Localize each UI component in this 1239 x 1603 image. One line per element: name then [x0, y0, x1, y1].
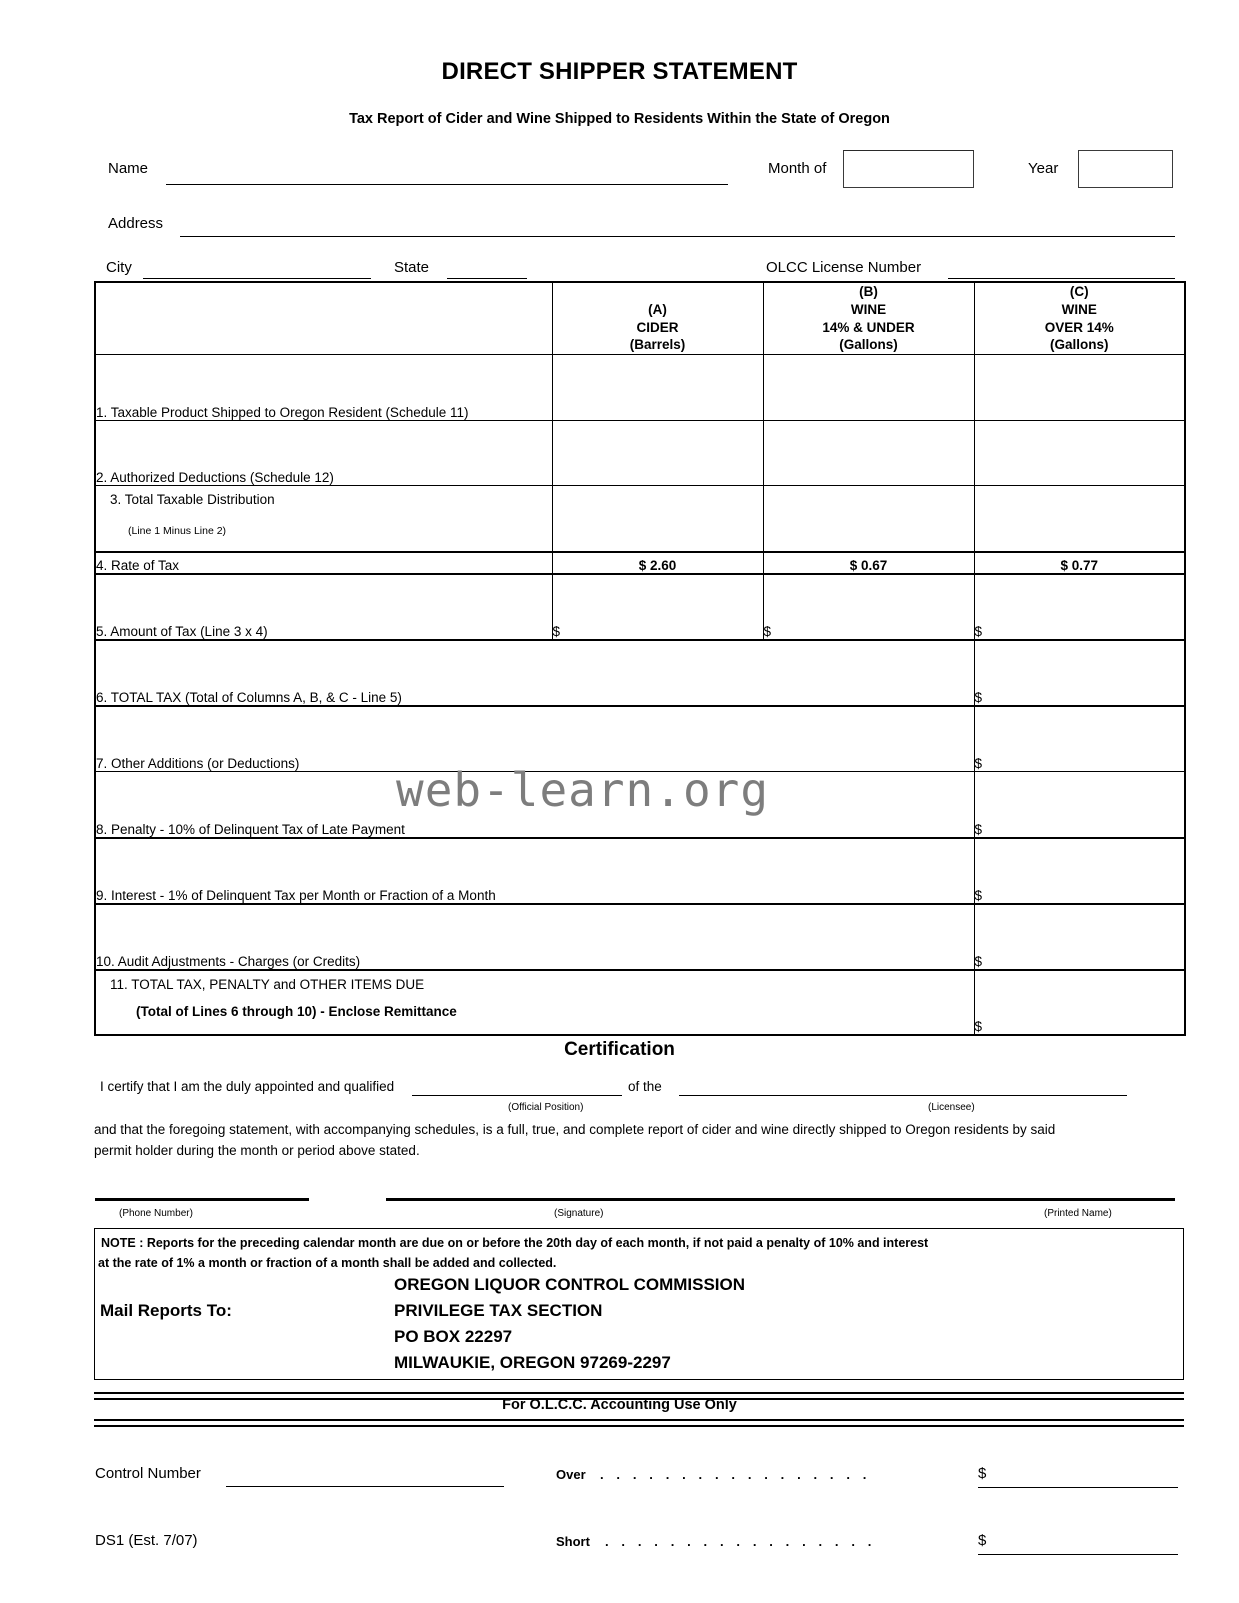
mail-address-line-4: MILWAUKIE, OREGON 97269-2297 — [394, 1353, 671, 1372]
name-label: Name — [108, 160, 149, 177]
official-position-input[interactable] — [412, 1095, 622, 1096]
row-6-label: 6. TOTAL TAX (Total of Columns A, B, & C - Line 5) — [95, 640, 974, 706]
tax-table — [94, 281, 1186, 1036]
column-c-unit: (Gallons) — [1049, 337, 1109, 353]
column-header-b — [763, 282, 974, 355]
address-input[interactable] — [180, 236, 1175, 237]
column-header-c — [974, 282, 1185, 355]
row-5-label: 5. Amount of Tax (Line 3 x 4) — [95, 574, 552, 640]
column-c-name: WINE — [1061, 301, 1097, 317]
table-header-row — [95, 282, 1185, 355]
month-input[interactable] — [843, 150, 974, 188]
column-b-line2: 14% & UNDER — [822, 319, 915, 335]
row-4-cell-b: $ 0.67 — [763, 552, 974, 574]
phone-number-caption: (Phone Number) — [119, 1208, 193, 1219]
row-2-label: 2. Authorized Deductions (Schedule 12) — [95, 421, 552, 486]
row-7-label: 7. Other Additions (or Deductions) — [95, 706, 974, 772]
column-c-letter: (C) — [1069, 284, 1089, 299]
row-3-label: 3. Total Taxable Distribution — [110, 492, 275, 508]
column-a-name: CIDER — [636, 319, 679, 335]
row-8-cell-c[interactable]: $ — [974, 772, 1185, 838]
name-input[interactable] — [166, 184, 728, 185]
short-dollar-sign: $ — [978, 1532, 987, 1549]
table-row — [95, 355, 1185, 421]
column-a-unit: (Barrels) — [629, 337, 686, 353]
row-1-cell-b[interactable] — [763, 355, 974, 421]
month-label: Month of — [768, 160, 827, 177]
address-label: Address — [108, 215, 164, 232]
row-6-cell-c[interactable]: $ — [974, 640, 1185, 706]
state-input[interactable] — [447, 278, 527, 279]
olcc-use-title: For O.L.C.C. Accounting Use Only — [502, 1397, 737, 1413]
row-2-cell-c[interactable] — [974, 421, 1185, 486]
short-dot-leader: . . . . . . . . . . . . . . . . . — [605, 1534, 876, 1549]
printed-name-caption: (Printed Name) — [1044, 1208, 1112, 1219]
row-9-label: 9. Interest - 1% of Delinquent Tax per Month or Fraction of a Month — [95, 838, 974, 904]
certification-of-the: of the — [628, 1079, 662, 1094]
over-label: Over — [556, 1467, 586, 1482]
row-4-label: 4. Rate of Tax — [95, 552, 552, 574]
table-row — [95, 486, 1185, 552]
row-2-cell-a[interactable] — [552, 421, 763, 486]
row-3-cell-a[interactable] — [552, 486, 763, 552]
table-row — [95, 838, 1185, 904]
row-9-cell-c[interactable]: $ — [974, 838, 1185, 904]
header-blank-cell — [95, 282, 552, 355]
row-10-label: 10. Audit Adjustments - Charges (or Credits) — [95, 904, 974, 970]
olcc-divider-bottom-2 — [94, 1425, 1184, 1427]
olcc-license-label: OLCC License Number — [766, 259, 922, 276]
table-row — [95, 640, 1185, 706]
table-row — [95, 552, 1185, 574]
licensee-caption: (Licensee) — [928, 1102, 975, 1113]
row-5-cell-b[interactable]: $ — [763, 574, 974, 640]
column-a-letter: (A) — [648, 301, 667, 317]
page-subtitle: Tax Report of Cider and Wine Shipped to Residents Within the State of Oregon — [349, 111, 890, 127]
row-11-label: 11. TOTAL TAX, PENALTY and OTHER ITEMS DUE — [110, 976, 425, 992]
row-3-label-cell — [95, 486, 552, 552]
control-number-input[interactable] — [226, 1486, 504, 1487]
certification-line-2: and that the foregoing statement, with accompanying schedules, is a full, true, and complete report of cider and wine directly shipped to Oregon residents by said — [94, 1122, 1056, 1137]
mail-address-line-3: PO BOX 22297 — [394, 1327, 513, 1346]
mail-reports-to-label: Mail Reports To: — [100, 1301, 232, 1320]
watermark: web-learn.org — [396, 763, 770, 817]
row-2-cell-b[interactable] — [763, 421, 974, 486]
row-5-cell-c[interactable]: $ — [974, 574, 1185, 640]
form-id-label: DS1 (Est. 7/07) — [95, 1532, 198, 1549]
column-c-line2: OVER 14% — [1044, 319, 1114, 335]
row-4-cell-a: $ 2.60 — [552, 552, 763, 574]
city-label: City — [106, 259, 132, 276]
official-position-caption: (Official Position) — [508, 1102, 584, 1113]
row-4-cell-c: $ 0.77 — [974, 552, 1185, 574]
row-10-cell-c[interactable]: $ — [974, 904, 1185, 970]
row-11-label-cell — [95, 970, 974, 1035]
table-row — [95, 970, 1185, 1035]
short-amount-input[interactable] — [978, 1554, 1178, 1555]
short-label: Short — [556, 1534, 590, 1549]
row-1-cell-c[interactable] — [974, 355, 1185, 421]
control-number-label: Control Number — [95, 1465, 201, 1482]
certification-line-1: I certify that I am the duly appointed and qualified — [100, 1079, 395, 1094]
olcc-license-input[interactable] — [948, 278, 1175, 279]
note-line-2: at the rate of 1% a month or fraction of a month shall be added and collected. — [98, 1256, 557, 1270]
column-b-letter: (B) — [859, 284, 878, 299]
state-label: State — [394, 259, 430, 276]
table-row — [95, 904, 1185, 970]
mail-address-line-1: OREGON LIQUOR CONTROL COMMISSION — [394, 1275, 746, 1294]
row-11-sublabel: (Total of Lines 6 through 10) - Enclose Remittance — [136, 1003, 457, 1019]
row-3-sublabel: (Line 1 Minus Line 2) — [128, 525, 227, 538]
city-input[interactable] — [143, 278, 371, 279]
table-row — [95, 772, 1185, 838]
row-1-label: 1. Taxable Product Shipped to Oregon Resident (Schedule 11) — [95, 355, 552, 421]
licensee-input[interactable] — [679, 1095, 1127, 1096]
row-8-label: 8. Penalty - 10% of Delinquent Tax of Late Payment — [95, 772, 974, 838]
table-row — [95, 574, 1185, 640]
column-b-unit: (Gallons) — [839, 337, 898, 353]
column-b-name: WINE — [850, 301, 887, 317]
olcc-divider-bottom-1 — [94, 1419, 1184, 1421]
table-row — [95, 421, 1185, 486]
mail-address-line-2: PRIVILEGE TAX SECTION — [394, 1301, 603, 1320]
certification-line-3: permit holder during the month or period above stated. — [94, 1143, 420, 1158]
note-line-1: NOTE : Reports for the preceding calendar month are due on or before the 20th day of each month, if not paid a penalty of 10% and interest — [101, 1236, 929, 1250]
year-input[interactable] — [1078, 150, 1173, 188]
row-11-cell-c[interactable]: $ — [974, 970, 1185, 1035]
year-label: Year — [1028, 160, 1059, 177]
row-3-cell-c[interactable] — [974, 486, 1185, 552]
olcc-divider-top-1 — [94, 1392, 1184, 1394]
row-1-cell-a[interactable] — [552, 355, 763, 421]
row-3-cell-b[interactable] — [763, 486, 974, 552]
row-7-cell-c[interactable]: $ — [974, 706, 1185, 772]
row-5-cell-a[interactable]: $ — [552, 574, 763, 640]
signature-caption: (Signature) — [554, 1208, 604, 1219]
page-title: DIRECT SHIPPER STATEMENT — [441, 58, 798, 85]
over-dot-leader: . . . . . . . . . . . . . . . . . — [600, 1467, 871, 1482]
column-header-a — [552, 282, 763, 355]
over-dollar-sign: $ — [978, 1465, 987, 1482]
phone-number-input[interactable] — [95, 1198, 309, 1201]
over-amount-input[interactable] — [978, 1487, 1178, 1488]
certification-title: Certification — [564, 1039, 675, 1060]
table-row — [95, 706, 1185, 772]
signature-input[interactable] — [386, 1198, 1175, 1201]
